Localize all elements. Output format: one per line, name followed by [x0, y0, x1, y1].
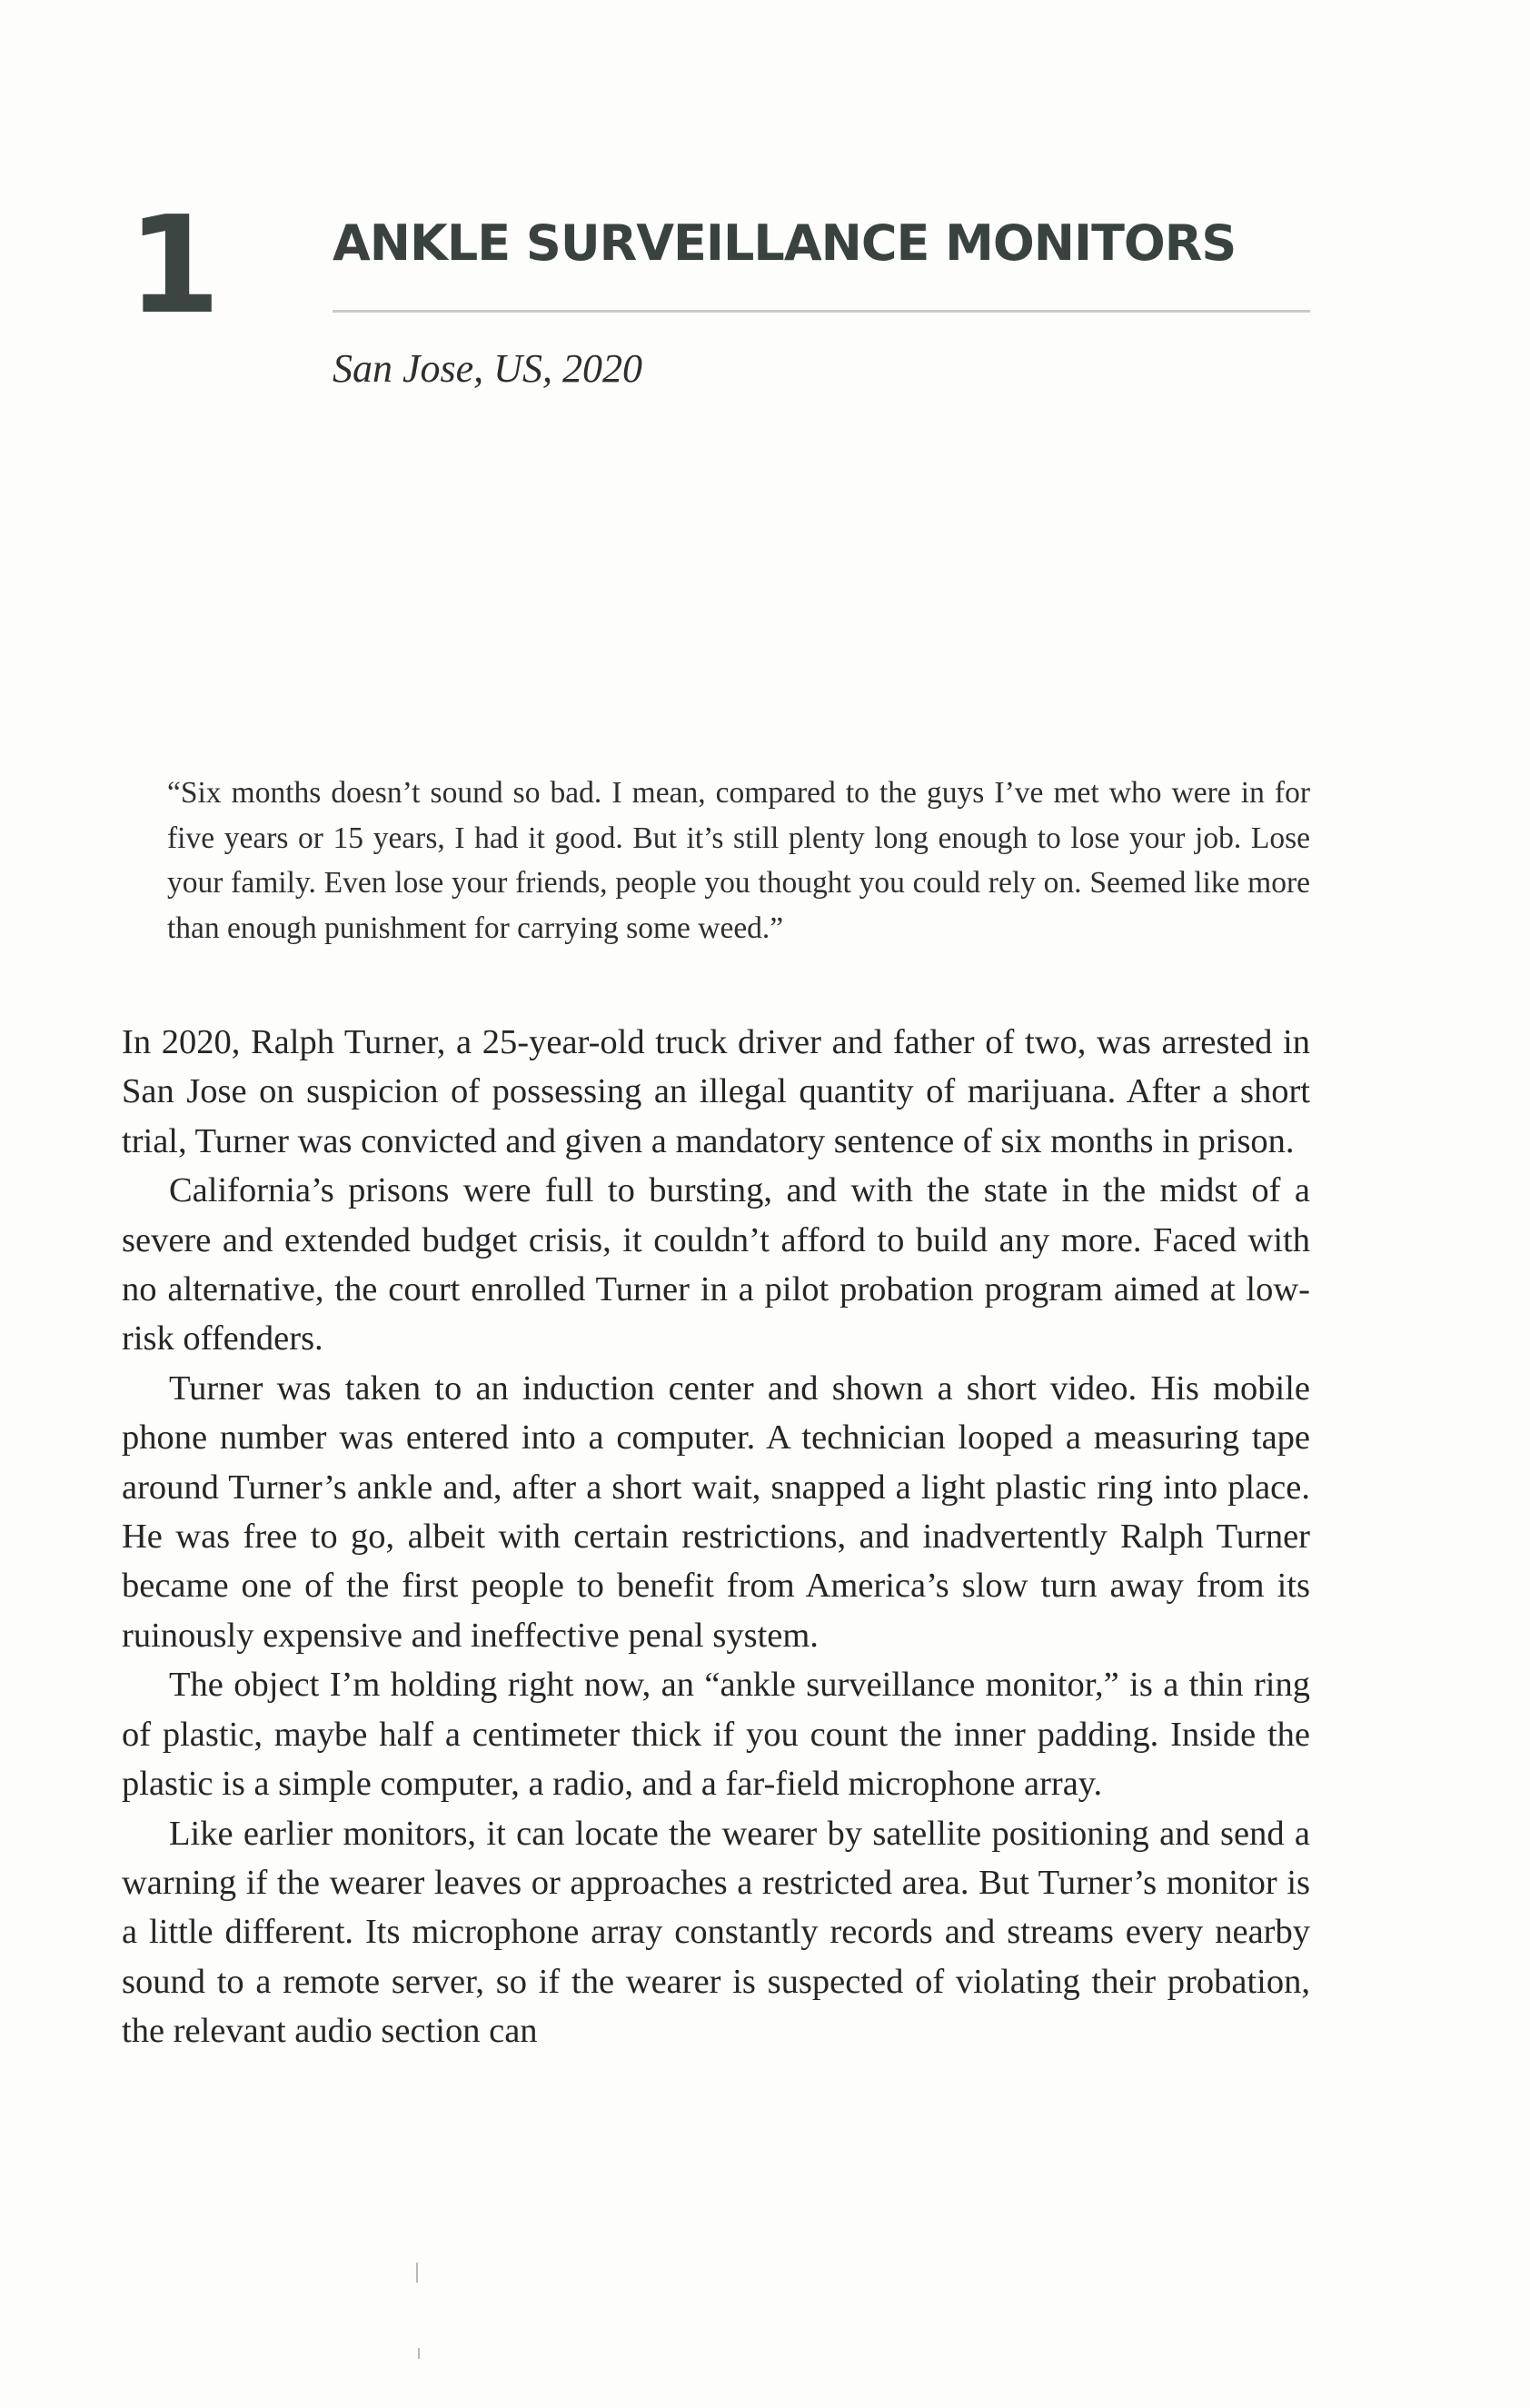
scan-artifact — [416, 2263, 418, 2283]
chapter-number: 1 — [127, 187, 217, 343]
chapter-subtitle: San Jose, US, 2020 — [333, 346, 642, 391]
paragraph: California’s prisons were full to bursting, and with the state in the midst of a severe and extended budget crisis, it couldn’t afford to build any more. Faced with no alternative, the court enrolled Turner in a pilot probation program aimed at low-risk offenders. — [122, 1171, 1310, 1358]
paragraph: Turner was taken to an induction center and shown a short video. His mobile phone number was entered into a computer. A technician looped a measuring tape around Turner’s ankle and, after a short wait, snapped a light plastic ring into place. He was free to go, albeit with certain restrictions, and inadvertently Ralph Turner became one of the first people to benefit from America’s slow turn away from its ruinously expensive and ineffective penal system. — [122, 1368, 1310, 1655]
body-text — [122, 1018, 1310, 2056]
title-divider — [333, 310, 1310, 313]
chapter-title: ANKLE SURVEILLANCE MONITORS — [333, 214, 1237, 272]
paragraph: In 2020, Ralph Turner, a 25-year-old truck driver and father of two, was arrested in San Jose on suspicion of possessing an illegal quantity of marijuana. After a short trial, Turner was convicted and given a mandatory sentence of six months in prison. — [122, 1023, 1310, 1160]
scan-artifact — [418, 2348, 420, 2359]
epigraph-quote: “Six months doesn’t sound so bad. I mean, compared to the guys I’ve met who were in for five years or 15 years, I had it good. But it’s still plenty long enough to lose your job. Lose your family. Even lose your friends, people you thought you could rely on. Seemed like more than enough punishment for carrying some weed.” — [167, 776, 1310, 945]
paragraph: The object I’m holding right now, an “ankle surveillance monitor,” is a thin ring of plastic, maybe half a centimeter thick if you count the inner padding. Inside the plastic is a simple computer, a radio, and a far-field microphone array. — [122, 1666, 1310, 1804]
paragraph: Like earlier monitors, it can locate the wearer by satellite positioning and send a warning if the wearer leaves or approaches a restricted area. But Turner’s monitor is a little different. Its microphone array constantly records and streams every nearby sound to a remote server, so if the wearer is suspected of violating their probation, the relevant audio section can — [122, 1814, 1310, 2051]
